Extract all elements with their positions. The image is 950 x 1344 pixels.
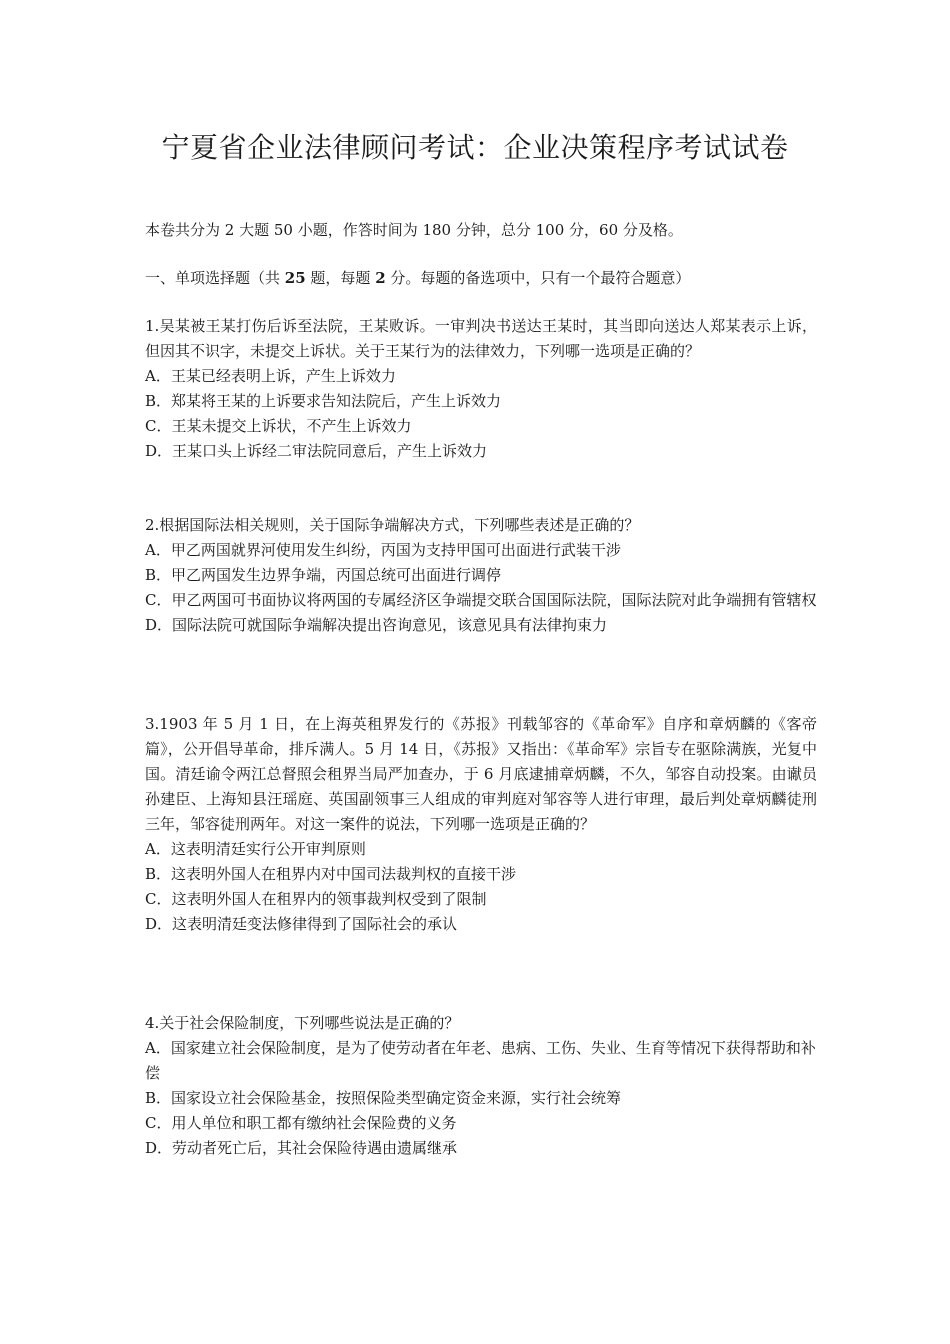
question-stem: 1.吴某被王某打伤后诉至法院，王某败诉。一审判决书送达王某时，其当即向送达人郑某表示上诉，但因其不识字，未提交上诉状。关于王某行为的法律效力，下列哪一选项是正确的？	[145, 317, 817, 360]
option-b: B．国家设立社会保险基金，按照保险类型确定资金来源，实行社会统筹	[145, 1089, 622, 1107]
option-b: B．这表明外国人在租界内对中国司法裁判权的直接干涉	[145, 865, 517, 883]
option-c: C．甲乙两国可书面协议将两国的专属经济区争端提交联合国国际法院，国际法院对此争端拥有管辖权	[145, 591, 817, 609]
question-2	[145, 513, 817, 638]
question-stem: 4.关于社会保险制度，下列哪些说法是正确的？	[145, 1014, 460, 1032]
section-question-count: 25	[284, 269, 306, 287]
question-4	[145, 1011, 817, 1161]
section-heading	[145, 266, 817, 291]
option-d: D．王某口头上诉经二审法院同意后，产生上诉效力	[145, 442, 488, 460]
section-heading-prefix: 一、单项选择题（共	[145, 269, 285, 287]
section-heading-suffix: 分。每题的备选项中，只有一个最符合题意）	[385, 269, 691, 287]
option-a: A．王某已经表明上诉，产生上诉效力	[145, 367, 396, 385]
option-a: A．这表明清廷实行公开审判原则	[145, 840, 366, 858]
option-c: C．王某未提交上诉状，不产生上诉效力	[145, 417, 412, 435]
section-points: 2	[375, 269, 386, 287]
option-b: B．郑某将王某的上诉要求告知法院后，产生上诉效力	[145, 392, 502, 410]
question-1	[145, 314, 817, 464]
question-stem: 3.1903 年 5 月 1 日，在上海英租界发行的《苏报》刊载邹容的《革命军》自序和章炳麟的《客帝篇》，公开倡导革命，排斥满人。5 月 14 日，《苏报》又指出：《革命军》宗旨专在驱除满族，光复中国。清廷谕令两江总督照会租界当局严加查办，于 6 月底逮捕章炳麟，不久，邹容自动投案。由谳员孙建臣、上海知县汪瑶庭、英国副领事三人组成的审判庭对邹容等人进行审理，最后判处章炳麟徒刑三年，邹容徒刑两年。对这一案件的说法，下列哪一选项是正确的？	[145, 715, 817, 833]
option-b: B．甲乙两国发生边界争端，丙国总统可出面进行调停	[145, 566, 502, 584]
question-stem: 2.根据国际法相关规则，关于国际争端解决方式，下列哪些表述是正确的？	[145, 516, 640, 534]
question-3	[145, 712, 817, 937]
exam-intro: 本卷共分为 2 大题 50 小题，作答时间为 180 分钟，总分 100 分，60 分及格。	[145, 221, 683, 239]
option-c: C．这表明外国人在租界内的领事裁判权受到了限制	[145, 890, 487, 908]
document-title: 宁夏省企业法律顾问考试：企业决策程序考试试卷	[161, 131, 789, 164]
option-d: D．国际法院可就国际争端解决提出咨询意见，该意见具有法律拘束力	[145, 616, 608, 634]
section-heading-middle: 题，每题	[305, 269, 376, 287]
option-c: C．用人单位和职工都有缴纳社会保险费的义务	[145, 1114, 457, 1132]
option-d: D．这表明清廷变法修律得到了国际社会的承认	[145, 915, 458, 933]
option-a: A．甲乙两国就界河使用发生纠纷，丙国为支持甲国可出面进行武装干涉	[145, 541, 621, 559]
option-d: D．劳动者死亡后，其社会保险待遇由遗属继承	[145, 1139, 458, 1157]
option-a: A．国家建立社会保险制度，是为了使劳动者在年老、患病、工伤、失业、生育等情况下获得帮助和补偿	[145, 1039, 816, 1082]
